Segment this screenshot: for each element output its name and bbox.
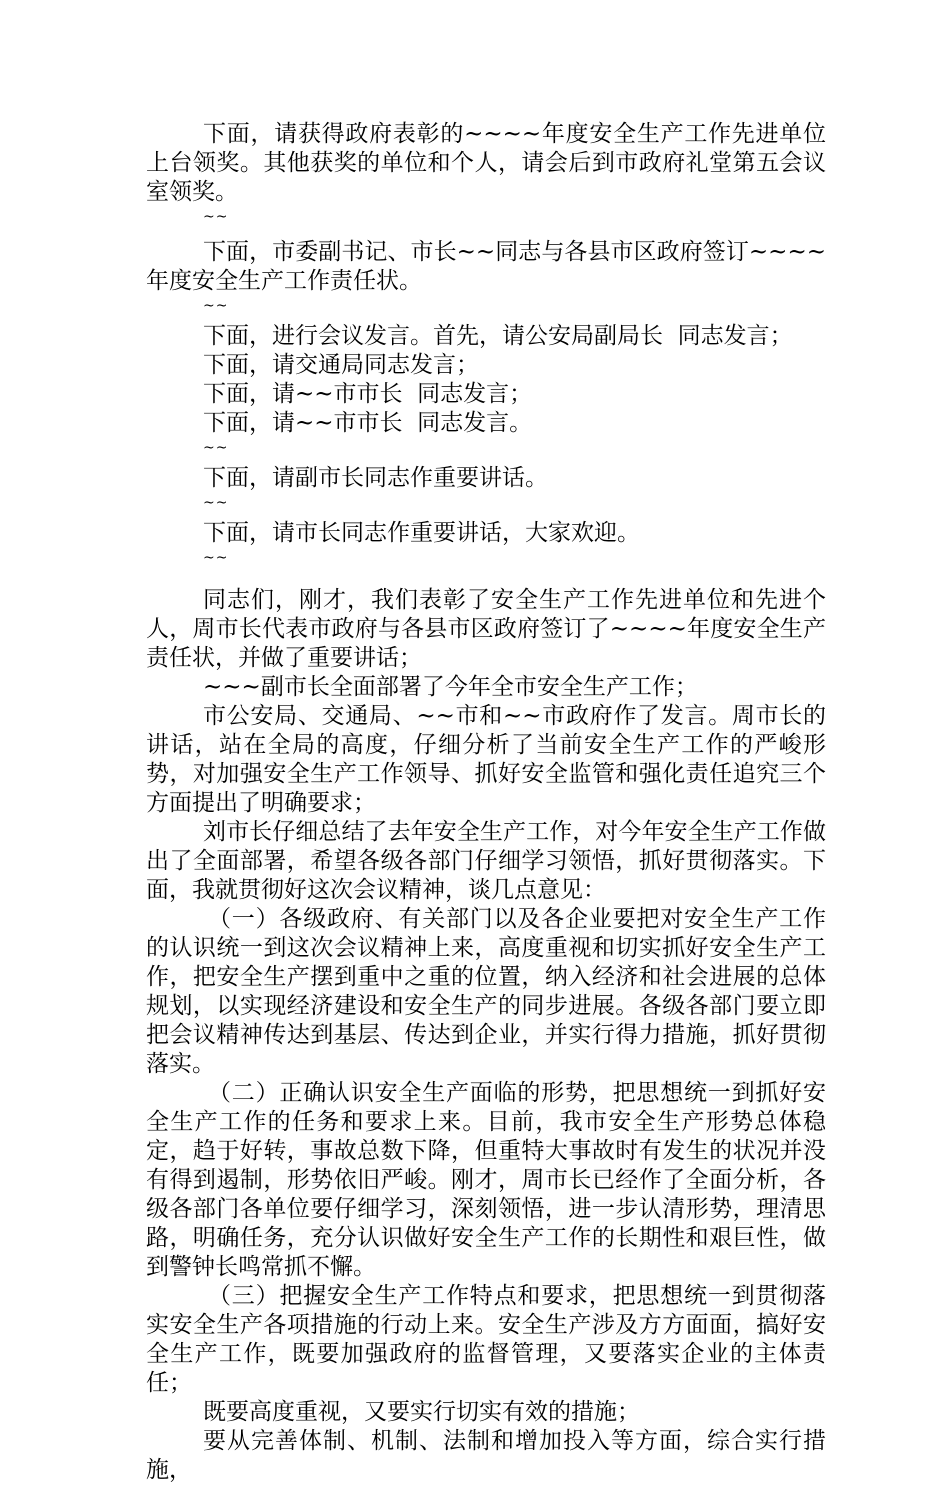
omission-mark: ~~ bbox=[203, 298, 229, 314]
paragraph-meeting-speeches: 下面，进行会议发言。首先，请公安局副局长 同志发言； bbox=[203, 323, 793, 349]
paragraph-city-mayor-b: 下面，请~~市市长 同志发言。 bbox=[203, 410, 533, 436]
paragraph-vice-mayor-deployment: ~~~副市长全面部署了今年全市安全生产工作； bbox=[203, 674, 698, 700]
paragraph-point-one: （一）各级政府、有关部门以及各企业要把对安全生产工作的认识统一到这次会议精神上来，高度重视和切实抓好安全生产工作，把安全生产摆到重中之重的位置，纳入经济和社会进展的总体规划，以实现经济建设和安全生产的同步进展。各级各部门要立即把会议精神传达到基层、传达到企业，并实行得力措施，抓好贯彻落实。 bbox=[146, 906, 826, 1077]
omission-mark: ~~ bbox=[203, 440, 229, 456]
paragraph-summary-intro: 同志们，刚才，我们表彰了安全生产工作先进单位和先进个人，周市长代表市政府与各县市区政府签订了~~~~年度安全生产责任状，并做了重要讲话； bbox=[146, 587, 826, 671]
paragraph-award-ceremony: 下面，请获得政府表彰的~~~~年度安全生产工作先进单位上台领奖。其他获奖的单位和个人，请会后到市政府礼堂第五会议室领奖。 bbox=[146, 121, 826, 205]
omission-mark: ~~ bbox=[203, 209, 229, 225]
paragraph-city-mayor-a: 下面，请~~市市长 同志发言； bbox=[203, 381, 533, 407]
paragraph-speech-review: 市公安局、交通局、~~市和~~市政府作了发言。周市长的讲话，站在全局的高度，仔细分析了当前安全生产工作的严峻形势，对加强安全生产工作领导、抓好安全监管和强化责任追究三个方面提出了明确要求； bbox=[146, 703, 826, 816]
paragraph-responsibility-signing: 下面，市委副书记、市长~~同志与各县市区政府签订~~~~年度安全生产工作责任状。 bbox=[146, 239, 826, 294]
document-body bbox=[146, 120, 826, 1485]
paragraph-mayor-summary: 刘市长仔细总结了去年安全生产工作，对今年安全生产工作做出了全面部署，希望各级各部门仔细学习领悟，抓好贯彻落实。下面，我就贯彻好这次会议精神，谈几点意见： bbox=[146, 819, 826, 903]
paragraph-point-three: （三）把握安全生产工作特点和要求，把思想统一到贯彻落实安全生产各项措施的行动上来。安全生产涉及方方面面，搞好安全生产工作，既要加强政府的监督管理，又要落实企业的主体责任； bbox=[146, 1283, 826, 1396]
paragraph-transport-bureau: 下面，请交通局同志发言； bbox=[203, 352, 479, 378]
paragraph-comprehensive-measures: 要从完善体制、机制、法制和增加投入等方面，综合实行措施， bbox=[146, 1428, 826, 1483]
omission-mark: ~~ bbox=[203, 495, 229, 511]
paragraph-mayor-speech: 下面，请市长同志作重要讲话，大家欢迎。 bbox=[203, 520, 640, 546]
paragraph-measures: 既要高度重视，又要实行切实有效的措施； bbox=[203, 1399, 640, 1425]
paragraph-point-two: （二）正确认识安全生产面临的形势，把思想统一到抓好安全生产工作的任务和要求上来。目前，我市安全生产形势总体稳定，趋于好转，事故总数下降，但重特大事故时有发生的状况并没有得到遏制，形势依旧严峻。刚才，周市长已经作了全面分析，各级各部门各单位要仔细学习，深刻领悟，进一步认清形势，理清思路，明确任务，充分认识做好安全生产工作的长期性和艰巨性，做到警钟长鸣常抓不懈。 bbox=[146, 1080, 826, 1280]
paragraph-vice-mayor-speech: 下面，请副市长同志作重要讲话。 bbox=[203, 465, 548, 491]
omission-mark: ~~ bbox=[203, 550, 229, 566]
